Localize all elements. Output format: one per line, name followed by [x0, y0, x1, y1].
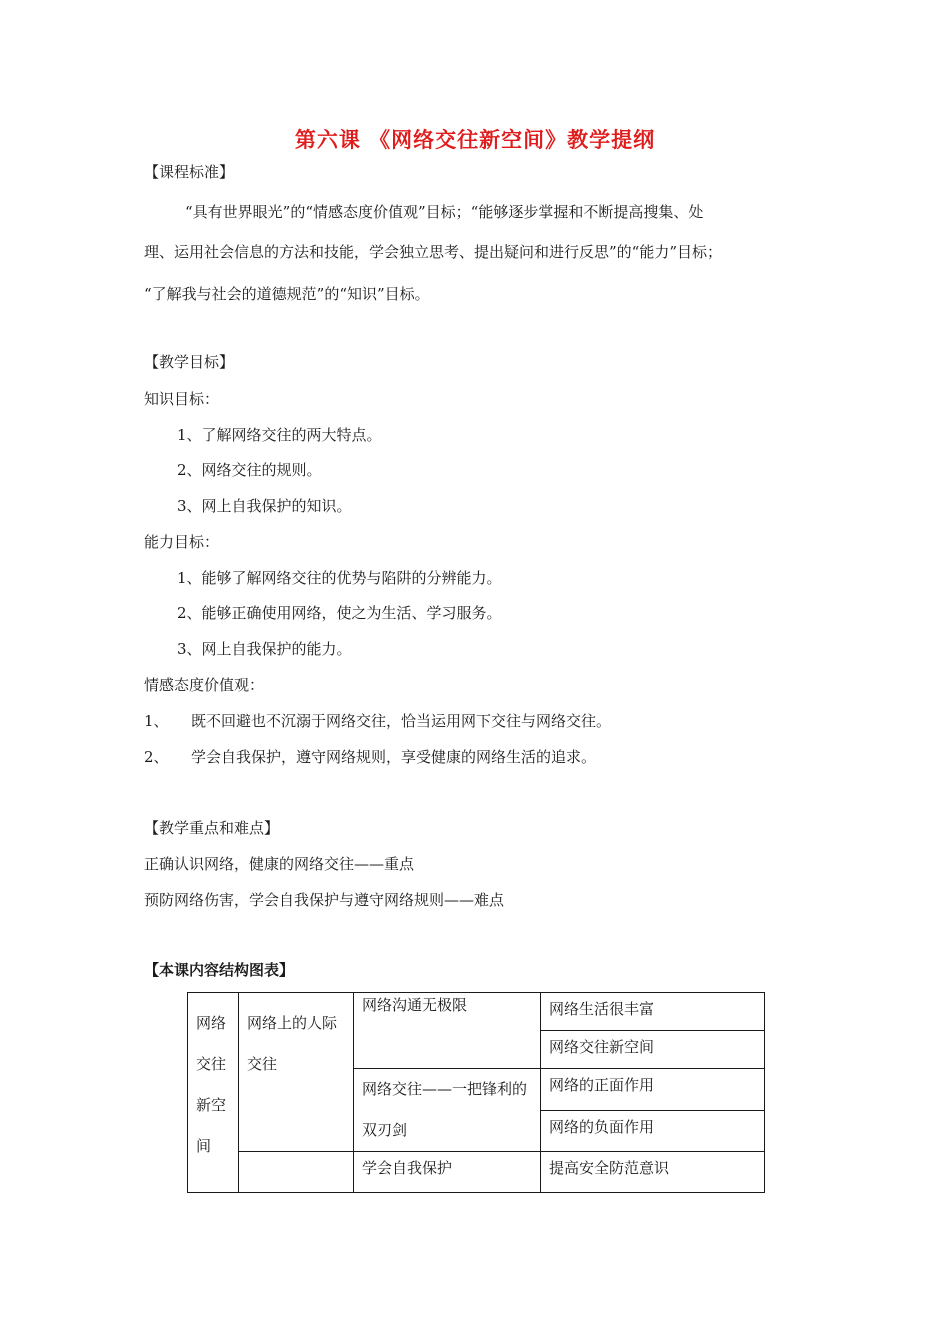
section-heading-structure: 【本课内容结构图表】	[144, 961, 295, 979]
attitude-item-text: 学会自我保护，遵守网络规则，享受健康的网络生活的追求。	[191, 748, 597, 766]
structure-empty-cell	[239, 1152, 354, 1193]
knowledge-goal-label: 知识目标：	[144, 390, 220, 408]
section-heading-goals: 【教学目标】	[144, 353, 235, 371]
standard-line-2: 理、运用社会信息的方法和技能，学会独立思考、提出疑问和进行反思”的“能力”目标；	[144, 243, 723, 261]
structure-level2-cell: 网络上的人际交往	[239, 993, 354, 1152]
key-point-line: 预防网络伤害，学会自我保护与遵守网络规则——难点	[144, 891, 505, 909]
knowledge-goal-item: 3、网上自我保护的知识。	[177, 497, 352, 515]
knowledge-goal-item: 1、了解网络交往的两大特点。	[177, 426, 382, 444]
standard-line-3: “了解我与社会的道德规范”的“知识”目标。	[144, 285, 430, 303]
ability-goal-label: 能力目标：	[144, 533, 220, 551]
page-title: 第六课 《网络交往新空间》教学提纲	[294, 128, 656, 152]
structure-item-cell: 提高安全防范意识	[541, 1152, 765, 1193]
structure-topic-c-cell: 学会自我保护	[354, 1152, 541, 1193]
ability-goal-item: 2、能够正确使用网络，使之为生活、学习服务。	[177, 604, 502, 622]
structure-topic-a-cell: 网络沟通无极限	[354, 993, 541, 1069]
structure-root-cell: 网络交往新空间	[188, 993, 239, 1193]
knowledge-goal-item: 2、网络交往的规则。	[177, 461, 322, 479]
key-point-line: 正确认识网络，健康的网络交往——重点	[144, 855, 415, 873]
attitude-item-text: 既不回避也不沉溺于网络交往，恰当运用网下交往与网络交往。	[191, 712, 612, 730]
ability-goal-item: 3、网上自我保护的能力。	[177, 640, 352, 658]
section-heading-standard: 【课程标准】	[144, 163, 235, 181]
structure-item-cell: 网络生活很丰富	[541, 993, 765, 1031]
standard-line-1: “具有世界眼光”的“情感态度价值观”目标；“能够逐步掌握和不断提高搜集、处	[185, 203, 704, 221]
section-heading-key-points: 【教学重点和难点】	[144, 819, 280, 837]
ability-goal-item: 1、能够了解网络交往的优势与陷阱的分辨能力。	[177, 569, 502, 587]
structure-item-cell: 网络的负面作用	[541, 1110, 765, 1152]
structure-table	[187, 992, 765, 1193]
attitude-item-number: 1、	[144, 712, 169, 730]
structure-item-cell: 网络交往新空间	[541, 1031, 765, 1069]
attitude-item-number: 2、	[144, 748, 169, 766]
structure-topic-b-cell: 网络交往——一把锋利的双刃剑	[354, 1069, 541, 1152]
attitude-goal-label: 情感态度价值观：	[144, 676, 265, 694]
structure-item-cell: 网络的正面作用	[541, 1069, 765, 1111]
